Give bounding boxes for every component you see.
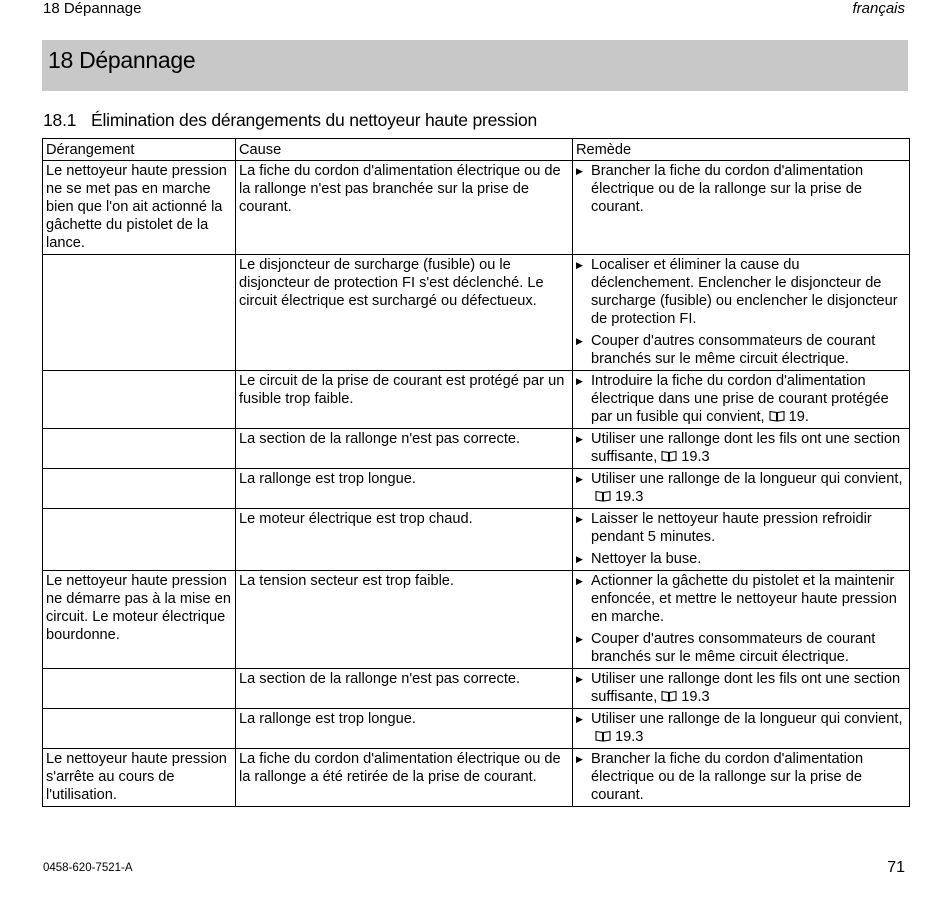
fault-cell xyxy=(43,371,236,429)
remedy-text xyxy=(591,670,906,706)
remedy-cell xyxy=(573,749,910,807)
table-row xyxy=(43,429,910,469)
fault-cell xyxy=(43,709,236,749)
remedy-cell xyxy=(573,161,910,255)
remedy-item xyxy=(576,162,906,216)
remedy-text-body: Actionner la gâchette du pistolet et la maintenir enfoncée, et mettre le nettoyeur haute pression en marche. xyxy=(591,573,897,625)
arrowhead-right-icon: ▶ xyxy=(576,714,583,724)
chapter-title: 18 Dépannage xyxy=(48,47,196,73)
remedy-item xyxy=(576,510,906,546)
book-icon xyxy=(661,689,677,701)
remedy-item xyxy=(576,630,906,666)
arrowhead-right-icon: ▶ xyxy=(576,674,583,684)
document-number: 0458-620-7521-A xyxy=(43,862,133,874)
table-row xyxy=(43,749,910,807)
remedy-text xyxy=(591,630,906,666)
remedy-item xyxy=(576,670,906,706)
remedy-text xyxy=(591,470,906,506)
remedy-text xyxy=(591,256,906,328)
table-row xyxy=(43,571,910,669)
cause-cell: La rallonge est trop longue. xyxy=(236,709,573,749)
remedy-cell xyxy=(573,669,910,709)
fault-cell: Le nettoyeur haute pression ne se met pas en marche bien que l'on ait actionné la gâchette du pistolet de la lance. xyxy=(43,161,236,255)
column-header-fault: Dérangement xyxy=(43,139,236,161)
cross-reference[interactable]: 19.3 xyxy=(681,689,710,705)
arrowhead-right-icon: ▶ xyxy=(576,474,583,484)
cause-cell: La rallonge est trop longue. xyxy=(236,469,573,509)
remedy-text xyxy=(591,550,906,568)
cause-cell: La fiche du cordon d'alimentation électrique ou de la rallonge a été retirée de la prise de courant. xyxy=(236,749,573,807)
remedy-text-body: Utiliser une rallonge de la longueur qui convient, xyxy=(591,711,903,727)
book-icon xyxy=(595,489,611,501)
arrowhead-right-icon: ▶ xyxy=(576,166,583,176)
remedy-item xyxy=(576,550,906,568)
chapter-banner xyxy=(42,40,908,91)
remedy-text-body: Utiliser une rallonge dont les fils ont une section suffisante, xyxy=(591,431,901,465)
arrowhead-right-icon: ▶ xyxy=(576,376,583,386)
column-header-cause: Cause xyxy=(236,139,573,161)
remedy-text-body: Utiliser une rallonge de la longueur qui convient, xyxy=(591,471,903,487)
remedy-text xyxy=(591,510,906,546)
remedy-cell xyxy=(573,255,910,371)
arrowhead-right-icon: ▶ xyxy=(576,634,583,644)
cause-cell: La tension secteur est trop faible. xyxy=(236,571,573,669)
remedy-cell xyxy=(573,469,910,509)
remedy-text-body: Utiliser une rallonge dont les fils ont une section suffisante, xyxy=(591,671,901,705)
fault-cell xyxy=(43,669,236,709)
table-row xyxy=(43,255,910,371)
remedy-text-body: Introduire la fiche du cordon d'alimentation électrique dans une prise de courant protégée par un fusible qui convient, xyxy=(591,373,889,425)
cause-cell: La fiche du cordon d'alimentation électrique ou de la rallonge n'est pas branchée sur la prise de courant. xyxy=(236,161,573,255)
section-number: 18.1 xyxy=(43,110,77,130)
remedy-text-body: Couper d'autres consommateurs de courant branchés sur le même circuit électrique. xyxy=(591,333,876,367)
book-icon xyxy=(769,409,785,421)
fault-cell xyxy=(43,429,236,469)
remedy-cell xyxy=(573,509,910,571)
remedy-text-body: Localiser et éliminer la cause du déclenchement. Enclencher le disjoncteur de surcharge (fusible) ou enclencher le disjoncteur de protection FI. xyxy=(591,257,898,327)
remedy-cell xyxy=(573,709,910,749)
table-row xyxy=(43,669,910,709)
remedy-text xyxy=(591,332,906,368)
remedy-text-body: Brancher la fiche du cordon d'alimentation électrique ou de la rallonge sur la prise de courant. xyxy=(591,163,864,215)
cause-cell: La section de la rallonge n'est pas correcte. xyxy=(236,429,573,469)
cause-cell: Le moteur électrique est trop chaud. xyxy=(236,509,573,571)
book-icon xyxy=(661,449,677,461)
remedy-text-body: Nettoyer la buse. xyxy=(591,551,702,567)
remedy-text-body: Laisser le nettoyeur haute pression refroidir pendant 5 minutes. xyxy=(591,511,872,545)
arrowhead-right-icon: ▶ xyxy=(576,260,583,270)
arrowhead-right-icon: ▶ xyxy=(576,514,583,524)
table-row xyxy=(43,371,910,429)
fault-cell: Le nettoyeur haute pression s'arrête au cours de l'utilisation. xyxy=(43,749,236,807)
cross-reference[interactable]: 19.3 xyxy=(681,449,710,465)
cause-cell: Le circuit de la prise de courant est protégé par un fusible trop faible. xyxy=(236,371,573,429)
table-row xyxy=(43,509,910,571)
remedy-item xyxy=(576,332,906,368)
remedy-text xyxy=(591,372,906,426)
arrowhead-right-icon: ▶ xyxy=(576,554,583,564)
arrowhead-right-icon: ▶ xyxy=(576,576,583,586)
remedy-cell xyxy=(573,429,910,469)
remedy-text xyxy=(591,162,906,216)
table-header-row xyxy=(43,139,910,161)
remedy-item xyxy=(576,710,906,746)
remedy-text xyxy=(591,572,906,626)
cause-cell: La section de la rallonge n'est pas correcte. xyxy=(236,669,573,709)
remedy-item xyxy=(576,372,906,426)
remedy-item xyxy=(576,572,906,626)
running-header-chapter: 18 Dépannage xyxy=(43,0,142,17)
arrowhead-right-icon: ▶ xyxy=(576,434,583,444)
table-row xyxy=(43,709,910,749)
remedy-item xyxy=(576,430,906,466)
fault-cell xyxy=(43,509,236,571)
remedy-text xyxy=(591,430,906,466)
remedy-text xyxy=(591,710,906,746)
cross-reference[interactable]: 19.3 xyxy=(615,729,644,745)
book-icon xyxy=(595,729,611,741)
remedy-text-body: Couper d'autres consommateurs de courant branchés sur le même circuit électrique. xyxy=(591,631,876,665)
section-title-text: Élimination des dérangements du nettoyeur haute pression xyxy=(91,110,538,130)
arrowhead-right-icon: ▶ xyxy=(576,754,583,764)
remedy-item xyxy=(576,750,906,804)
table-row xyxy=(43,469,910,509)
remedy-cell xyxy=(573,571,910,669)
column-header-remedy: Remède xyxy=(573,139,910,161)
fault-cell xyxy=(43,469,236,509)
fault-cell: Le nettoyeur haute pression ne démarre pas à la mise en circuit. Le moteur électrique bourdonne. xyxy=(43,571,236,669)
cause-cell: Le disjoncteur de surcharge (fusible) ou le disjoncteur de protection FI s'est déclenché. Le circuit électrique est surchargé ou défectueux. xyxy=(236,255,573,371)
remedy-text-body: Brancher la fiche du cordon d'alimentation électrique ou de la rallonge sur la prise de courant. xyxy=(591,751,864,803)
remedy-item xyxy=(576,256,906,328)
troubleshooting-table xyxy=(42,138,910,807)
running-header-language: français xyxy=(852,0,905,17)
table-row xyxy=(43,161,910,255)
section-title xyxy=(43,110,537,131)
arrowhead-right-icon: ▶ xyxy=(576,336,583,346)
remedy-item xyxy=(576,470,906,506)
cross-reference[interactable]: 19.3 xyxy=(615,489,644,505)
page-number: 71 xyxy=(887,859,905,876)
table-body xyxy=(43,161,910,807)
fault-cell xyxy=(43,255,236,371)
remedy-cell xyxy=(573,371,910,429)
remedy-text xyxy=(591,750,906,804)
cross-reference[interactable]: 19. xyxy=(788,409,809,425)
